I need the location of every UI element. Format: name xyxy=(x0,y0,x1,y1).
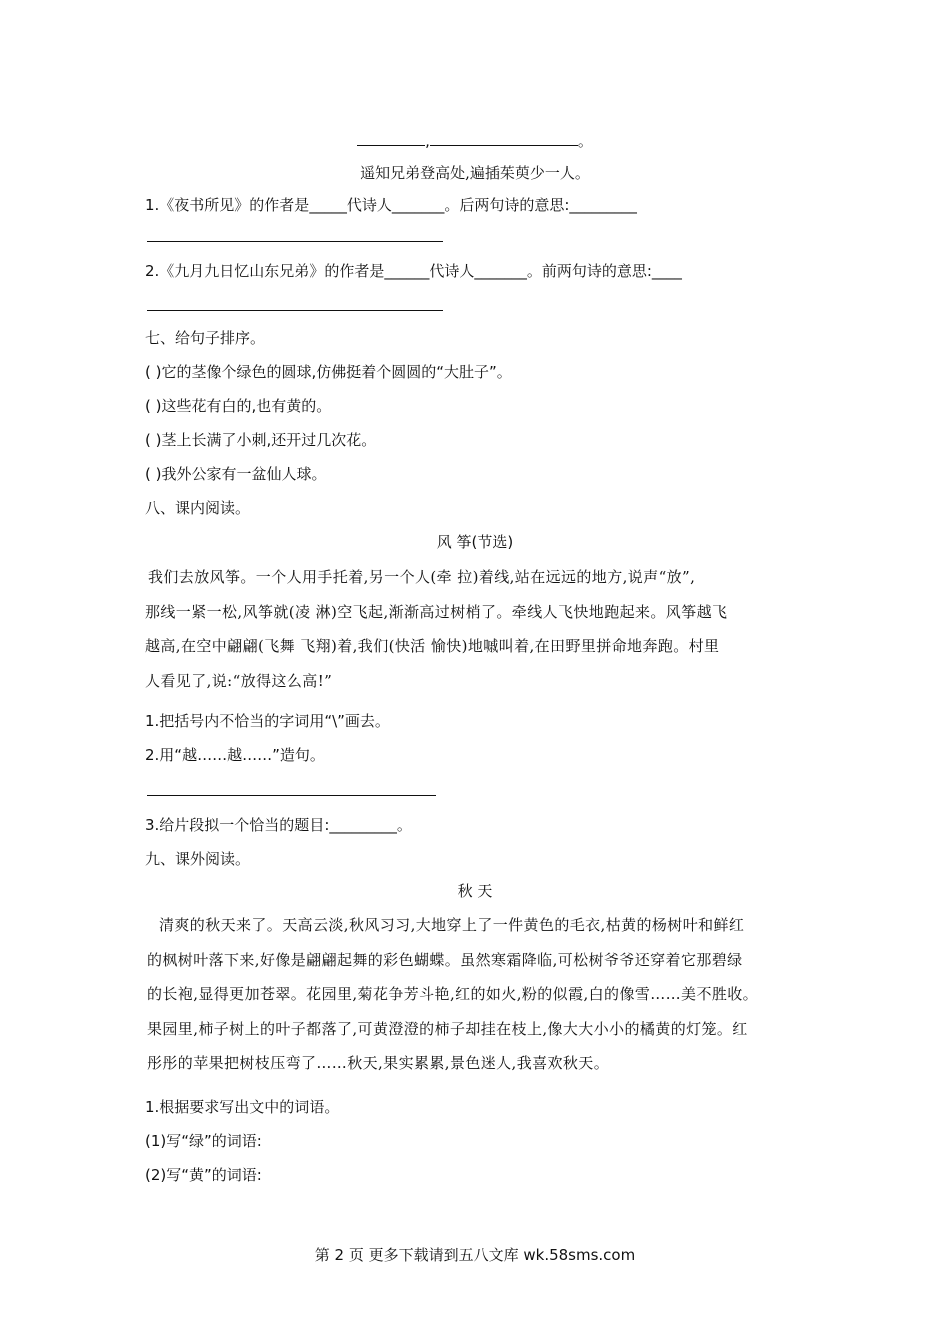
sort-item: ( )这些花有白的,也有黄的。 xyxy=(145,397,332,415)
period: 。 xyxy=(577,132,593,150)
passage-line: 清爽的秋天来了。天高云淡,秋风习习,大地穿上了一件黄色的毛衣,枯黄的杨树叶和鲜红 xyxy=(159,916,745,934)
kite-question-1: 1.把括号内不恰当的字词用“\”画去。 xyxy=(145,712,390,730)
sort-item: ( )我外公家有一盆仙人球。 xyxy=(145,465,327,483)
passage-line: 果园里,柿子树上的叶子都落了,可黄澄澄的柿子却挂在枝上,像大大小小的橘黄的灯笼。红 xyxy=(147,1019,748,1038)
poem-blank-line xyxy=(0,130,950,152)
blank xyxy=(430,130,578,146)
question-2: 2.《九月九日忆山东兄弟》的作者是______代诗人_______。前两句诗的意思:____ xyxy=(145,262,682,280)
passage-line: 那线一紧一松,风筝就(凌 淋)空飞起,渐渐高过树梢了。牵线人飞快地跑起来。风筝越飞 xyxy=(145,602,728,621)
kite-question-2: 2.用“越……越……”造句。 xyxy=(145,746,325,764)
passage-title: 风 筝(节选) xyxy=(436,533,514,551)
section-9-title: 九、课外阅读。 xyxy=(145,850,251,868)
sort-item: ( )它的茎像个绿色的圆球,仿佛挺着个圆圆的“大肚子”。 xyxy=(145,363,512,381)
page-footer: 第 2 页 更多下载请到五八文库 wk.58sms.com xyxy=(314,1246,636,1264)
passage-kite xyxy=(145,560,815,698)
passage-line: 越高,在空中翩翩(飞舞 飞翔)着,我们(快活 愉快)地嘁叫着,在田野里拼命地奔跑。村里 xyxy=(145,637,720,655)
section-7-title: 七、给句子排序。 xyxy=(145,329,266,347)
blank xyxy=(357,130,425,146)
passage-line: 我们去放风筝。一个人用手托着,另一个人(牵 拉)着线,站在远远的地方,说声“放”, xyxy=(148,568,696,586)
passage-line: 彤彤的苹果把树枝压弯了……秋天,果实累累,景色迷人,我喜欢秋天。 xyxy=(147,1054,610,1072)
kite-question-3: 3.给片段拟一个恰当的题目:_________。 xyxy=(145,816,412,834)
answer-line xyxy=(147,241,443,242)
autumn-question-1a: (1)写“绿”的词语: xyxy=(145,1132,262,1150)
question-1: 1.《夜书所见》的作者是_____代诗人_______。后两句诗的意思:_________ xyxy=(145,196,637,214)
passage-title: 秋 天 xyxy=(457,882,493,900)
autumn-question-1b: (2)写“黄”的词语: xyxy=(145,1166,262,1184)
answer-line xyxy=(147,795,436,796)
poem-line: 遥知兄弟登高处,遍插茱萸少一人。 xyxy=(360,164,590,182)
passage-line: 人看见了,说:“放得这么高!” xyxy=(145,671,333,690)
passage-line: 的枫树叶落下来,好像是翩翩起舞的彩色蝴蝶。虽然寒霜降临,可松树爷爷还穿着它那碧绿 xyxy=(147,950,743,969)
sort-item: ( )茎上长满了小刺,还开过几次花。 xyxy=(145,431,377,449)
passage-line: 的长袍,显得更加苍翠。花园里,菊花争芳斗艳,红的如火,粉的似霞,白的像雪……美不胜收。 xyxy=(147,985,759,1003)
comma: , xyxy=(425,132,430,150)
answer-line xyxy=(147,310,443,311)
section-8-title: 八、课内阅读。 xyxy=(145,499,251,517)
passage-autumn xyxy=(147,908,817,1081)
autumn-question-1: 1.根据要求写出文中的词语。 xyxy=(145,1098,340,1116)
